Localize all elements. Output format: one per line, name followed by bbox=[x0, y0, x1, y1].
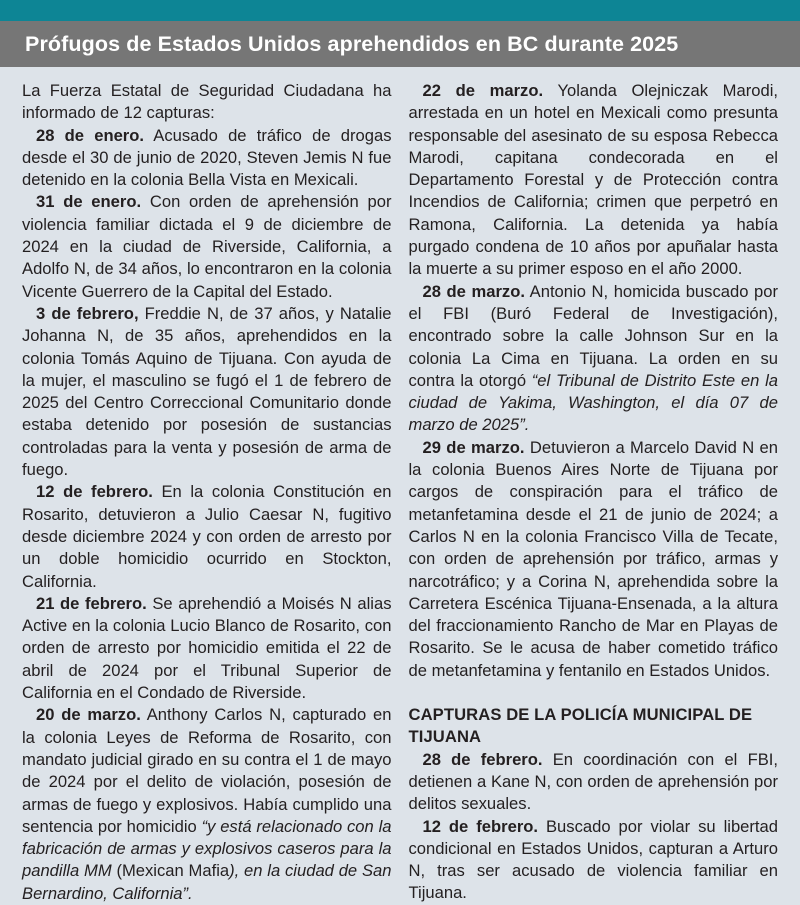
text-run: Se aprehendió a Moisés N alias Active en la colonia Lucio Blanco de Rosarito, con orden de arresto por homicidio emitida el 22 de abril de 2024 por el Tribunal Superior de California en el Condado de Riverside. bbox=[22, 593, 392, 703]
article-paragraph bbox=[409, 816, 779, 905]
text-run: Freddie N, de 37 años, y Natalie Johanna N, de 35 años, aprehendidos en la colonia Tomás Aquino de Tijuana. Con ayuda de la mujer, el masculino se fugó el 1 de febrero de 2025 del Centro Correccional Comunitario donde estaba detenido por posesión de sustancias controladas para la venta y posesión de arma de fuego. bbox=[22, 303, 392, 480]
text-run: Buscado por violar su libertad condicional en Estados Unidos, capturan a Arturo N, tras ser acusado de violencia familiar en Tijuana. bbox=[408, 816, 778, 903]
date-lead: 12 de febrero. bbox=[36, 482, 153, 502]
date-lead: 21 de febrero. bbox=[36, 593, 147, 613]
article-paragraph bbox=[22, 303, 392, 481]
right-column bbox=[409, 80, 779, 905]
date-lead: 20 de marzo. bbox=[36, 705, 141, 725]
article-paragraph bbox=[22, 191, 392, 302]
left-column bbox=[22, 80, 392, 905]
date-lead: 3 de febrero, bbox=[36, 303, 139, 323]
text-run: Acusado de tráfico de drogas desde el 30 de junio de 2020, Steven Jemis N fue detenido en la colonia Bella Vista en Mexicali. bbox=[22, 125, 392, 190]
date-lead: 29 de marzo. bbox=[422, 437, 525, 457]
article-paragraph bbox=[409, 281, 779, 437]
article-paragraph bbox=[22, 481, 392, 592]
quoted-italic-text: “y está relacionado con la fabricación de armas y explosivos caseros para la pandilla MM bbox=[22, 816, 392, 881]
text-run: Con orden de aprehensión por violencia familiar dictada el 9 de diciembre de 2024 en la ciudad de Riverside, California, a Adolfo N, de 34 años, lo encontraron en la colonia Vicente Guerrero de la Capital del Estado. bbox=[22, 192, 392, 301]
text-run: En coordinación con el FBI, detienen a Kane N, con orden de aprehensión por delitos sexuales. bbox=[408, 749, 778, 814]
article-paragraph bbox=[409, 749, 779, 816]
text-run: Anthony Carlos N, capturado en la colonia Leyes de Reforma de Rosarito, con mandato judicial girado en su contra el 1 de mayo de 2024 por el delito de violación, posesión de armas de fuego y explosivos. Había cumplido una sentencia por homicidio bbox=[22, 705, 392, 836]
article-paragraph bbox=[22, 593, 392, 704]
article-paragraph bbox=[22, 125, 392, 192]
page-title: Prófugos de Estados Unidos aprehendidos en BC durante 2025 bbox=[25, 31, 679, 56]
text-run: La Fuerza Estatal de Seguridad Ciudadana ha informado de 12 capturas: bbox=[22, 81, 392, 123]
text-run: (Mexican Mafia bbox=[116, 861, 230, 881]
title-bar bbox=[0, 21, 800, 67]
article-paragraph bbox=[22, 704, 392, 905]
date-lead: 22 de marzo. bbox=[422, 81, 544, 100]
top-accent-bar bbox=[0, 0, 800, 21]
quoted-italic-text: ), en la ciudad de San Bernardino, California”. bbox=[22, 861, 392, 903]
date-lead: 28 de marzo. bbox=[422, 281, 525, 301]
article-body bbox=[0, 67, 800, 905]
quoted-italic-text: “el Tribunal de Distrito Este en la ciudad de Yakima, Washington, el día 07 de marzo de 2025”. bbox=[408, 370, 778, 435]
section-heading bbox=[409, 704, 779, 749]
article-paragraph bbox=[409, 437, 779, 682]
date-lead: 31 de enero. bbox=[36, 192, 142, 212]
article-paragraph bbox=[22, 80, 392, 125]
date-lead: 12 de febrero. bbox=[422, 816, 539, 836]
text-run: Yolanda Olejniczak Marodi, arrestada en un hotel en Mexicali como presunta responsable del asesinato de su esposa Rebecca Marodi, capitana condecorada en el Departamento Forestal y de Protección contra Incendios de California; crimen que perpetró en Ramona, California. La detenida ya había purgado condena de 10 años por apuñalar hasta la muerte a su primer esposo en el año 2000. bbox=[408, 81, 779, 279]
text-run: Antonio N, homicida buscado por el FBI (Buró Federal de Investigación), encontrado sobre la calle Johnson Sur en la colonia La Cima en Tijuana. La orden en su contra la otorgó bbox=[408, 281, 778, 390]
date-lead: 28 de febrero. bbox=[422, 749, 543, 769]
article-paragraph bbox=[409, 80, 779, 281]
date-lead: 28 de enero. bbox=[36, 125, 145, 145]
text-run: En la colonia Constitución en Rosarito, detuvieron a Julio Caesar N, fugitivo desde diciembre 2024 y con orden de arresto por un doble homicidio ocurrido en Stockton, California. bbox=[22, 482, 392, 591]
text-run: Detuvieron a Marcelo David N en la colonia Buenos Aires Norte de Tijuana por cargos de conspiración para el tráfico de metanfetamina desde el 21 de junio de 2024; a Carlos N en la colonia Francisco Villa de Tecate, con orden de aprehensión por tráfico, armas y narcotráfico; y a Corina N, aprehendida sobre la Carretera Escénica Tijuana-Ensenada, a la altura del fraccionamiento Rancho de Mar en Playas de Rosarito. Se le acusa de haber cometido tráfico de metanfetamina y fentanilo en Estados Unidos. bbox=[408, 437, 778, 680]
date-lead: CAPTURAS DE LA POLICÍA MUNICIPAL DE TIJUANA bbox=[408, 705, 753, 747]
